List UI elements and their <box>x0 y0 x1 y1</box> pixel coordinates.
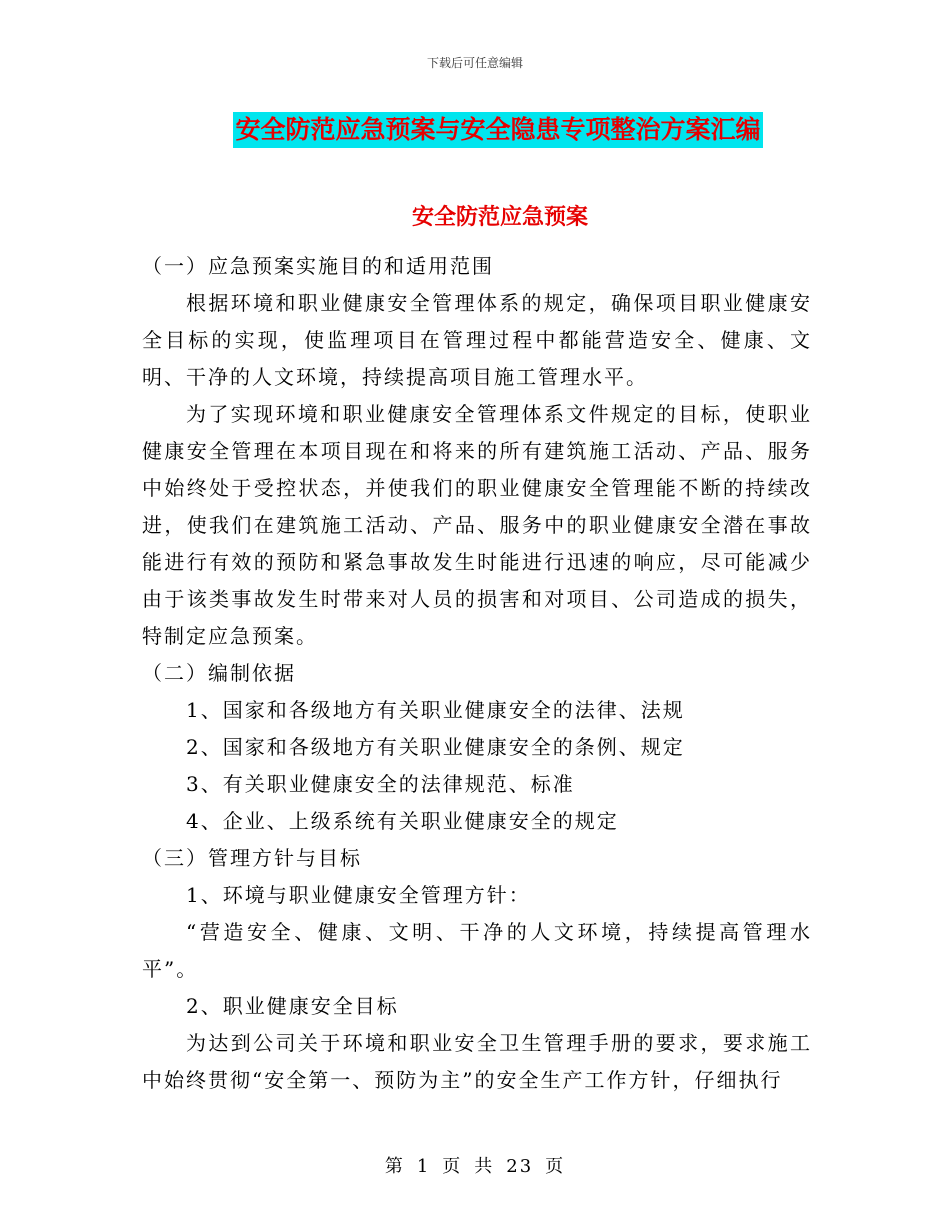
total-pages: 23 <box>506 1156 534 1177</box>
page-footer <box>0 1152 950 1178</box>
paragraph: 为达到公司关于环境和职业安全卫生管理手册的要求，要求施工中始终贯彻“安全第一、预防为主”的安全生产工作方针，仔细执行 <box>142 1031 812 1092</box>
page-number: 1 <box>416 1156 431 1177</box>
heading-2: （二）编制依据 <box>142 661 296 685</box>
header-note: 下载后可任意编辑 <box>426 56 523 70</box>
list-item: 1、国家和各级地方有关职业健康安全的法律、法规 <box>186 698 685 722</box>
footer-total-prefix: 共 <box>474 1156 495 1177</box>
list-item: 3、有关职业健康安全的法律规范、标准 <box>186 772 575 796</box>
section-title: 安全防范应急预案 <box>411 205 588 230</box>
main-title: 安全防范应急预案与安全隐患专项整治方案汇编 <box>233 112 762 148</box>
heading-1: （一）应急预案实施目的和适用范围 <box>142 254 494 278</box>
list-item: 2、国家和各级地方有关职业健康安全的条例、规定 <box>186 735 685 759</box>
quote-paragraph: “营造安全、健康、文明、干净的人文环境，持续提高管理水平”。 <box>142 920 812 981</box>
paragraph: 根据环境和职业健康安全管理体系的规定，确保项目职业健康安全目标的实现，使监理项目在管理过程中都能营造安全、健康、文明、干净的人文环境，持续提高项目施工管理水平。 <box>142 291 812 389</box>
main-title-container <box>0 112 950 148</box>
list-item: 1、环境与职业健康安全管理方针： <box>186 883 531 907</box>
footer-total-unit: 页 <box>545 1156 566 1177</box>
footer-prefix: 第 <box>384 1156 405 1177</box>
heading-3: （三）管理方针与目标 <box>142 846 362 870</box>
footer-page-unit: 页 <box>442 1156 463 1177</box>
list-item: 4、企业、上级系统有关职业健康安全的规定 <box>186 809 619 833</box>
section-title-container <box>0 200 950 231</box>
document-body <box>142 248 812 1099</box>
list-item: 2、职业健康安全目标 <box>186 994 399 1018</box>
paragraph: 为了实现环境和职业健康安全管理体系文件规定的目标，使职业健康安全管理在本项目现在和将来的所有建筑施工活动、产品、服务中始终处于受控状态，并使我们的职业健康安全管理能不断的持续改进，使我们在建筑施工活动、产品、服务中的职业健康安全潜在事故能进行有效的预防和紧急事故发生时能进行迅速的响应，尽可能减少由于该类事故发生时带来对人员的损害和对项目、公司造成的损失，特制定应急预案。 <box>142 402 812 648</box>
